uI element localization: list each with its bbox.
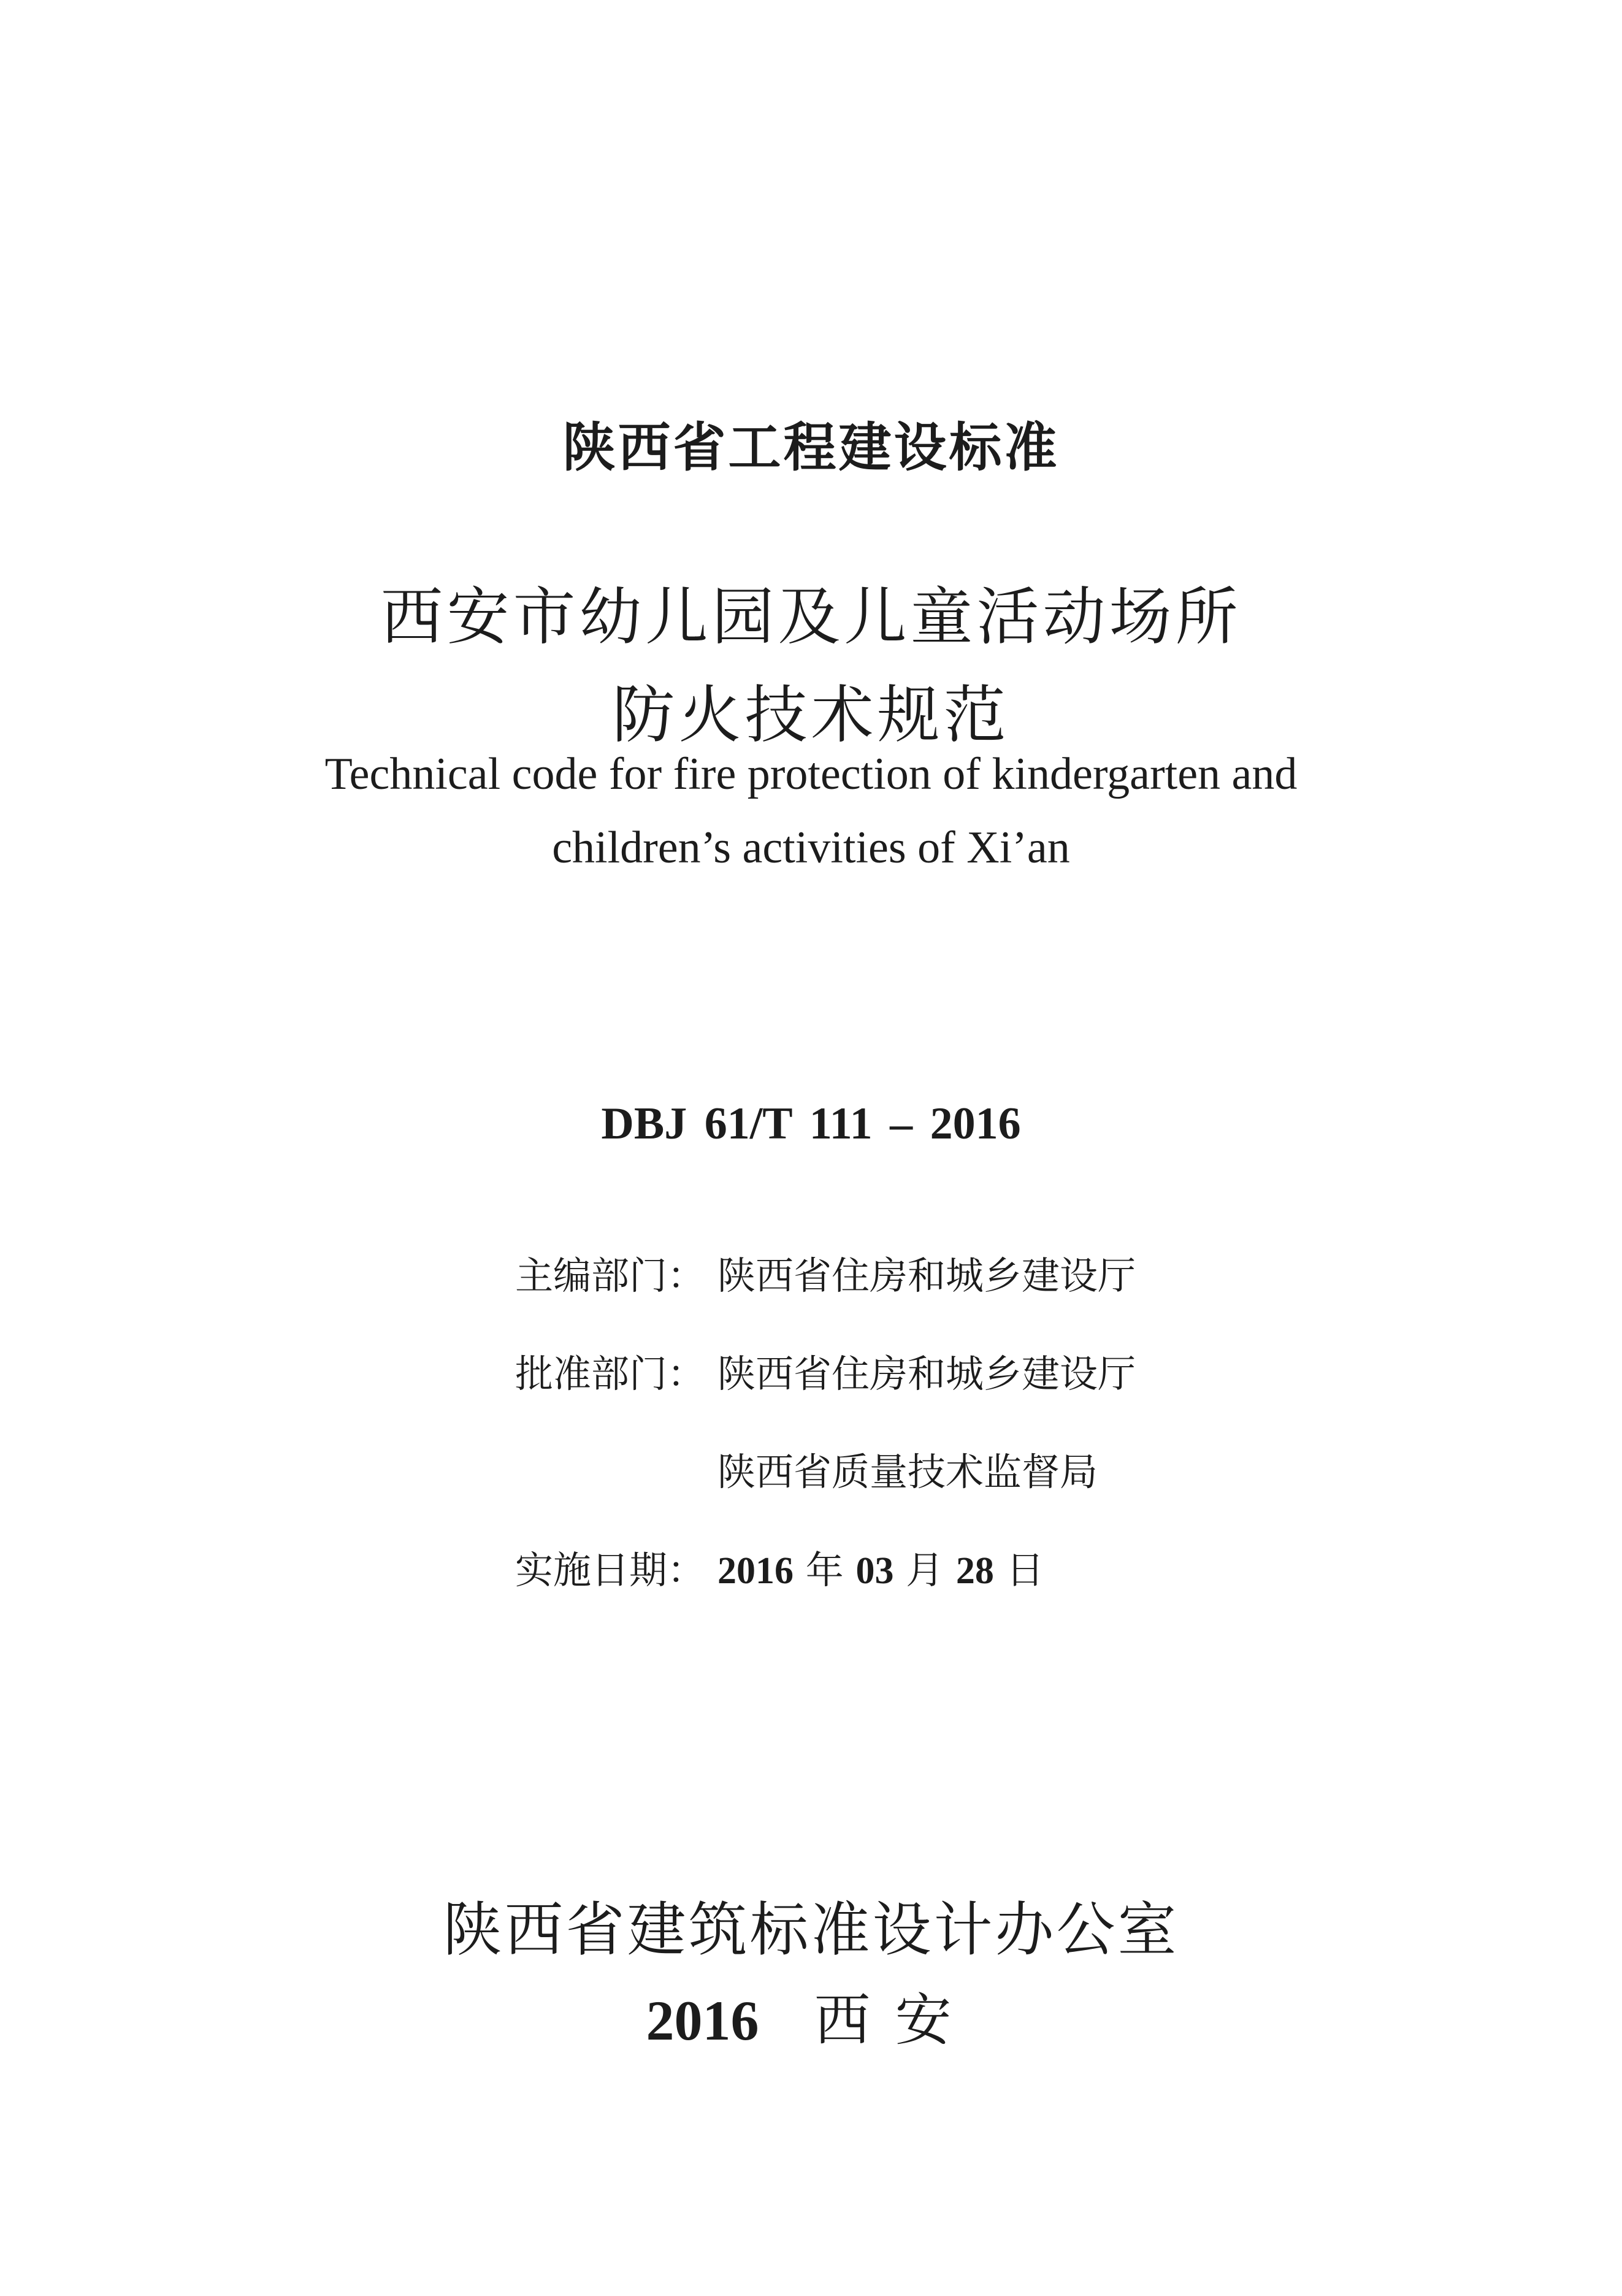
editor-label: 主编部门： xyxy=(515,1253,706,1298)
approver-row xyxy=(515,1343,1136,1398)
publish-year-place xyxy=(0,1975,1622,2056)
approver-value-1: 陕西省住房和城乡建设厅 xyxy=(717,1351,1136,1396)
publisher: 陕西省建筑标准设计办公室 xyxy=(443,1895,1179,1964)
title-english-line-1: Technical code for fire protection of kindergarten and xyxy=(324,749,1298,799)
date-month-unit: 月 xyxy=(906,1548,944,1592)
title-chinese-line-2: 防火技术规范 xyxy=(612,679,1010,752)
title-english-line-2: children’s activities of Xi’an xyxy=(552,823,1070,873)
date-day-unit: 日 xyxy=(1006,1548,1044,1592)
standard-code: DBJ 61/T 111 – 2016 xyxy=(601,1099,1021,1149)
publish-city: 西安 xyxy=(814,1987,976,2053)
date-day: 28 xyxy=(955,1550,994,1592)
editor-value: 陕西省住房和城乡建设厅 xyxy=(717,1253,1136,1298)
approver-label: 批准部门： xyxy=(515,1351,706,1396)
effective-date-row xyxy=(515,1540,1044,1594)
title-chinese-line-1: 西安市幼儿园及儿童活动场所 xyxy=(380,581,1242,654)
editor-row xyxy=(515,1245,1136,1300)
date-month: 03 xyxy=(855,1550,894,1592)
date-year: 2016 xyxy=(717,1550,794,1592)
approver-row-2 xyxy=(515,1442,1098,1496)
date-year-unit: 年 xyxy=(805,1548,844,1592)
standard-series: 陕西省工程建设标准 xyxy=(562,417,1060,478)
publish-year: 2016 xyxy=(646,1989,759,2052)
date-label: 实施日期： xyxy=(515,1548,706,1592)
approver-value-2: 陕西省质量技术监督局 xyxy=(717,1449,1098,1494)
